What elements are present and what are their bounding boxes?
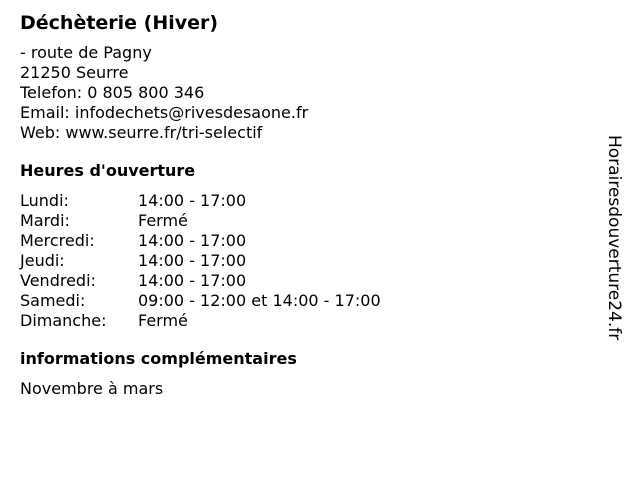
day-label: Dimanche: [20,311,107,330]
phone-line: Telefon: 0 805 800 346 [20,83,205,102]
time-value: 09:00 - 12:00 et 14:00 - 17:00 [138,291,381,310]
site-watermark: Horairesdouverture24.fr [604,135,624,341]
place-card [20,10,580,399]
address-block [20,43,580,143]
day-label: Lundi: [20,191,69,210]
time-value: 14:00 - 17:00 [138,231,247,250]
time-value: 14:00 - 17:00 [138,191,247,210]
time-value: Fermé [138,311,188,330]
hours-row-wednesday [20,231,580,251]
hours-row-friday [20,271,580,291]
opening-hours-table [20,191,580,331]
street-line: - route de Pagny [20,43,152,62]
time-value: 14:00 - 17:00 [138,251,247,270]
day-label: Mercredi: [20,231,95,250]
website-line: Web: www.seurre.fr/tri-selectif [20,123,263,142]
opening-hours-heading: Heures d'ouverture [20,161,196,180]
day-label: Samedi: [20,291,86,310]
time-value: Fermé [138,211,188,230]
additional-info-heading: informations complémentaires [20,349,297,368]
hours-row-thursday [20,251,580,271]
hours-row-sunday [20,311,580,331]
day-label: Jeudi: [20,251,65,270]
additional-info-text: Novembre à mars [20,379,164,398]
hours-row-tuesday [20,211,580,231]
place-title: Déchèterie (Hiver) [20,12,219,34]
hours-row-saturday [20,291,580,311]
hours-row-monday [20,191,580,211]
day-label: Mardi: [20,211,70,230]
city-line: 21250 Seurre [20,63,129,82]
day-label: Vendredi: [20,271,96,290]
email-line: Email: infodechets@rivesdesaone.fr [20,103,309,122]
time-value: 14:00 - 17:00 [138,271,247,290]
